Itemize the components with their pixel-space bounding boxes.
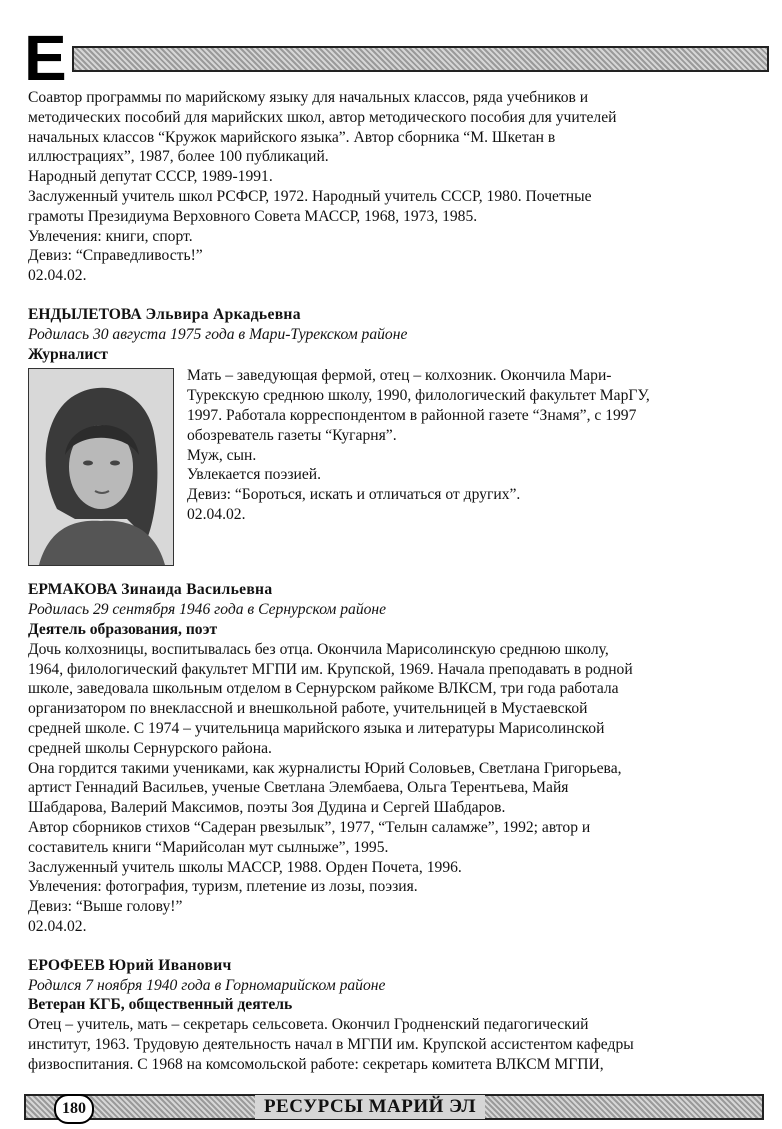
text-line: составитель книги “Марийсолан мут сылныже”, 1995. (28, 838, 389, 856)
text-line: Шабдарова, Валерий Максимов, поэты Зоя Дудина и Сергей Шабдаров. (28, 799, 506, 817)
entry-role: Журналист (28, 345, 108, 363)
text-line: 1964, филологический факультет МГПИ им. Крупской, 1969. Начала преподавать в родной (28, 660, 633, 678)
text-line: Народный депутат СССР, 1989-1991. (28, 168, 273, 186)
text-line: 1997. Работала корреспондентом в районной газете “Знамя”, с 1997 (187, 406, 637, 424)
entry-biography (187, 366, 762, 566)
text-line: Она гордится такими учениками, как журналисты Юрий Соловьев, Светлана Григорьева, (28, 759, 622, 777)
text-line: Соавтор программы по марийскому языку для начальных классов, ряда учебников и (28, 89, 589, 106)
entry-ermakova (28, 580, 762, 936)
text-line: иллюстрациях”, 1987, более 100 публикаций. (28, 148, 329, 166)
portrait-photo (28, 368, 174, 566)
text-line: Заслуженный учитель школы МАССР, 1988. Орден Почета, 1996. (28, 858, 462, 876)
text-line: Увлечения: фотография, туризм, плетение из лозы, поэзия. (28, 878, 418, 896)
text-line: институт, 1963. Трудовую деятельность начал в МГПИ им. Крупской ассистентом кафедры (28, 1035, 634, 1053)
text-line: Заслуженный учитель школ РСФСР, 1972. Народный учитель СССР, 1980. Почетные (28, 187, 592, 205)
text-line: Девиз: “Справедливость!” (28, 247, 203, 265)
entry-surname: ЕНДЫЛЕТОВА (28, 305, 142, 323)
text-line: организатором по внеклассной и внешкольной работе, учительницей в Мустаевской (28, 700, 588, 718)
text-line: Увлекается поэзией. (187, 466, 322, 484)
entry-endyletova (28, 305, 762, 566)
text-line: начальных классов “Кружок марийского языка”. Автор сборника “М. Шкетан в (28, 128, 556, 146)
entry-surname: ЕРМАКОВА (28, 581, 118, 599)
text-line: Мать – заведующая фермой, отец – колхозник. Окончила Мари- (187, 367, 612, 385)
text-line: 02.04.02. (28, 267, 87, 285)
text-line: Девиз: “Бороться, искать и отличаться от других”. (187, 486, 521, 504)
entry-name (28, 956, 762, 976)
entry-biography (28, 640, 762, 937)
text-line: Турекскую среднюю школу, 1990, филологический факультет МарГУ, (187, 387, 650, 405)
text-line: грамоты Президиума Верховного Совета МАССР, 1968, 1973, 1985. (28, 207, 478, 225)
entry-birth: Родилась 29 сентября 1946 года в Сернурском районе (28, 601, 387, 619)
entry-name (28, 305, 762, 325)
entry-role: Ветеран КГБ, общественный деятель (28, 996, 293, 1014)
entry-given-name: Юрий Иванович (108, 956, 232, 974)
entry-surname: ЕРОФЕЕВ (28, 956, 105, 974)
page-content (28, 88, 762, 1074)
text-line: Увлечения: книги, спорт. (28, 227, 193, 245)
text-line: артист Геннадий Васильев, ученые Светлана Элембаева, Ольга Терентьева, Майя (28, 779, 569, 797)
text-line: средней школы Сернурского района. (28, 739, 272, 757)
text-line: Отец – учитель, мать – секретарь сельсовета. Окончил Гродненский педагогический (28, 1016, 589, 1034)
text-line: Дочь колхозницы, воспитывалась без отца. Окончила Марисолинскую среднюю школу, (28, 640, 609, 658)
text-line: Девиз: “Выше голову!” (28, 898, 183, 916)
entry-role: Деятель образования, поэт (28, 620, 218, 638)
page-number: 180 (54, 1094, 94, 1124)
text-line: 02.04.02. (28, 917, 87, 935)
section-letter: Е (24, 22, 67, 94)
header-band (72, 46, 769, 72)
text-line: средней школе. С 1974 – учительница марийского языка и литературы Марисолинской (28, 719, 605, 737)
entry-name (28, 580, 762, 600)
entry-birth: Родилась 30 августа 1975 года в Мари-Турекском районе (28, 325, 408, 343)
entry-given-name: Зинаида Васильевна (121, 581, 273, 599)
text-line: методических пособий для марийских школ, автор методического пособия для учителей (28, 108, 617, 126)
text-line: школе, заведовала школьным отделом в Сернурском райкоме ВЛКСМ, три года работала (28, 680, 619, 698)
text-line: 02.04.02. (187, 505, 246, 523)
running-title: РЕСУРСЫ МАРИЙ ЭЛ (255, 1095, 485, 1119)
text-line: Автор сборников стихов “Садеран рвезылык”, 1977, “Телын саламже”, 1992; автор и (28, 818, 591, 836)
top-entry-continuation (28, 88, 762, 286)
entry-birth: Родился 7 ноября 1940 года в Горномарийском районе (28, 976, 386, 994)
text-line: физвоспитания. С 1968 на комсомольской работе: секретарь комитета ВЛКСМ МГПИ, (28, 1055, 604, 1073)
text-line: Муж, сын. (187, 446, 257, 464)
text-line: обозреватель газеты “Кугарня”. (187, 426, 397, 444)
entry-given-name: Эльвира Аркадьевна (145, 305, 301, 323)
entry-erofeev (28, 956, 762, 1075)
entry-biography (28, 1015, 762, 1074)
